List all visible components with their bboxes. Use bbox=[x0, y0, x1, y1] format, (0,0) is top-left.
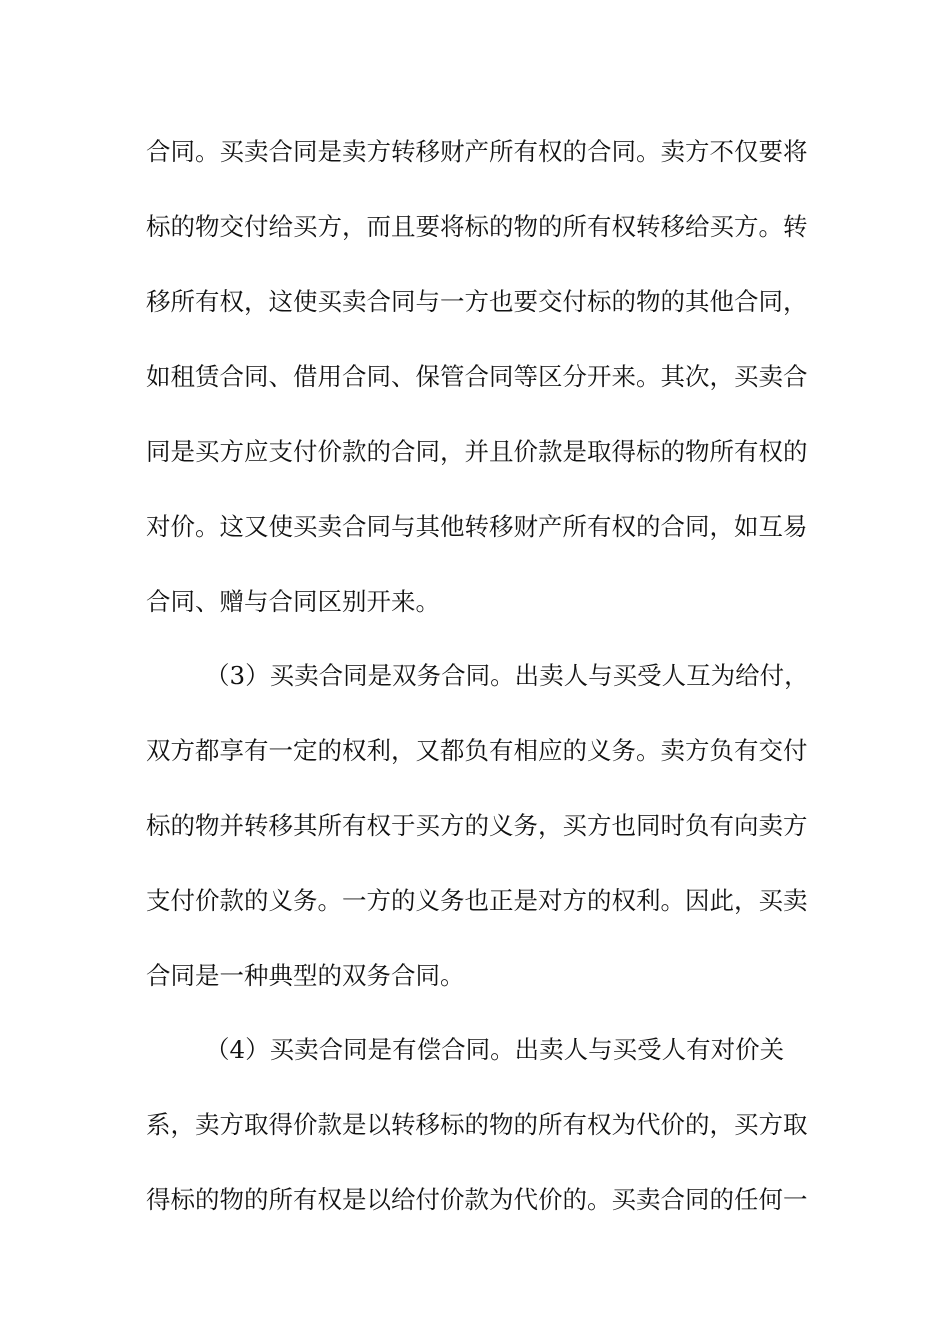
text-line: 如租赁合同、借用合同、保管合同等区分开来。其次，买卖合 bbox=[146, 362, 808, 391]
text-line: 得标的物的所有权是以给付价款为代价的。买卖合同的任何一 bbox=[146, 1185, 808, 1214]
text-line: 标的物交付给买方，而且要将标的物的所有权转移给买方。转 bbox=[146, 212, 808, 241]
text-line: 标的物并转移其所有权于买方的义务，买方也同时负有向卖方 bbox=[146, 811, 808, 840]
paragraph-4-first-line: （4）买卖合同是有偿合同。出卖人与买受人有对价关 bbox=[205, 1035, 785, 1064]
text-line: 同是买方应支付价款的合同，并且价款是取得标的物所有权的 bbox=[146, 437, 808, 466]
text-line: 对价。这又使买卖合同与其他转移财产所有权的合同，如互易 bbox=[146, 512, 808, 541]
text-line: 合同是一种典型的双务合同。 bbox=[146, 961, 465, 990]
text-line: 合同。买卖合同是卖方转移财产所有权的合同。卖方不仅要将 bbox=[146, 137, 808, 166]
text-line: 移所有权，这使买卖合同与一方也要交付标的物的其他合同， bbox=[146, 287, 808, 316]
text-line: 支付价款的义务。一方的义务也正是对方的权利。因此，买卖 bbox=[146, 886, 808, 915]
paragraph-3-first-line: （3）买卖合同是双务合同。出卖人与买受人互为给付， bbox=[205, 661, 809, 690]
text-line: 双方都享有一定的权利，又都负有相应的义务。卖方负有交付 bbox=[146, 736, 808, 765]
text-line: 系，卖方取得价款是以转移标的物的所有权为代价的，买方取 bbox=[146, 1110, 808, 1139]
text-line: 合同、赠与合同区别开来。 bbox=[146, 587, 440, 616]
